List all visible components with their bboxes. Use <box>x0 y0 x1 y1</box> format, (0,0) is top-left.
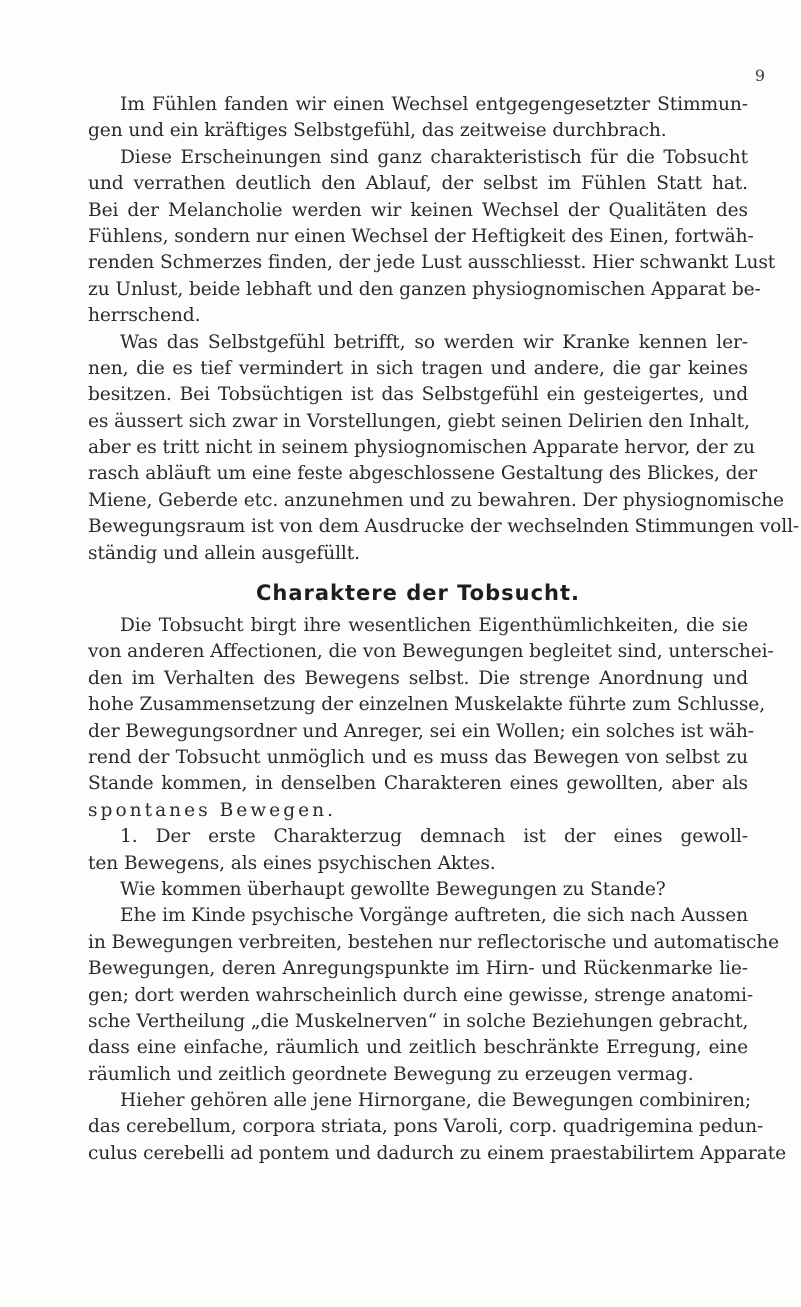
text-line: ten Bewegens, als eines psychischen Aktes. <box>88 852 496 874</box>
text-line: Im Fühlen fanden wir einen Wechsel entgegengesetzter Stimmun- <box>120 94 748 115</box>
text-line: aber es tritt nicht in seinem physiognomischen Apparate hervor, der zu <box>88 437 755 459</box>
text-line: Wie kommen überhaupt gewollte Bewegungen zu Stande? <box>120 878 666 900</box>
text-line: nen, die es tief vermindert in sich tragen und andere, die gar keines <box>88 357 748 379</box>
text-line: Hieher gehören alle jene Hirnorgane, die Bewegungen combiniren; <box>120 1090 752 1112</box>
section-heading: Charaktere der Tobsucht. <box>255 581 581 606</box>
text-line: Diese Erscheinungen sind ganz charakteristisch für die Tobsucht <box>120 146 748 168</box>
text-line: der Bewegungsordner und Anreger, sei ein Wollen; ein solches ist wäh- <box>88 720 754 742</box>
text-line: Bewegungen, deren Anregungspunkte im Hirn- und Rückenmarke lie- <box>88 958 748 980</box>
text-line: Bewegungsraum ist von dem Ausdrucke der wechselnden Stimmungen voll- <box>88 516 800 538</box>
text-line: herrschend. <box>88 305 201 327</box>
text-line: den im Verhalten des Bewegens selbst. Die strenge Anordnung und <box>88 667 748 689</box>
text-line: zu Unlust, beide lebhaft und den ganzen physiognomischen Apparat be- <box>88 278 761 300</box>
text-line: 1. Der erste Charakterzug demnach ist der eines gewoll- <box>120 826 748 848</box>
text-line: besitzen. Bei Tobsüchtigen ist das Selbstgefühl ein gesteigertes, und <box>88 384 748 406</box>
text-line: und verrathen deutlich den Ablauf, der selbst im Fühlen Statt hat. <box>88 173 748 195</box>
text-line: Fühlens, sondern nur einen Wechsel der Heftigkeit des Einen, fortwäh- <box>88 225 754 247</box>
text-line: Bei der Melancholie werden wir keinen Wechsel der Qualitäten des <box>88 199 748 221</box>
text-line: Miene, Geberde etc. anzunehmen und zu bewahren. Der physiognomische <box>88 489 784 511</box>
text-line: in Bewegungen verbreiten, bestehen nur reflectorische und automatische <box>88 931 780 953</box>
text-line: von anderen Affectionen, die von Bewegungen begleitet sind, unterschei- <box>88 641 774 663</box>
text-line: Die Tobsucht birgt ihre wesentlichen Eigenthümlichkeiten, die sie <box>120 615 748 637</box>
text-line: es äussert sich zwar in Vorstellungen, giebt seinen Delirien den Inhalt, <box>88 410 750 432</box>
text-line: hohe Zusammensetzung der einzelnen Muskelakte führte zum Schlusse, <box>88 694 766 716</box>
text-line: dass eine einfache, räumlich und zeitlich beschränkte Erregung, eine <box>88 1037 748 1059</box>
text-line: renden Schmerzes finden, der jede Lust ausschliesst. Hier schwankt Lust <box>88 252 776 274</box>
text-line: sche Vertheilung „die Muskelnerven“ in solche Beziehungen gebracht, <box>88 1010 749 1032</box>
text-line: rasch abläuft um eine feste abgeschlossene Gestaltung des Blickes, der <box>88 463 758 485</box>
page-number: 9 <box>754 66 765 85</box>
text-line: spontanes Bewegen. <box>88 799 336 821</box>
text-line: das cerebellum, corpora striata, pons Varoli, corp. quadrigemina pedun- <box>88 1116 764 1138</box>
text-line: räumlich und zeitlich geordnete Bewegung zu erzeugen vermag. <box>88 1063 694 1085</box>
text-line: Stande kommen, in denselben Charakteren eines gewollten, aber als <box>88 773 748 795</box>
text-line: rend der Tobsucht unmöglich und es muss das Bewegen von selbst zu <box>88 746 748 768</box>
text-line: gen und ein kräftiges Selbstgefühl, das zeitweise durchbrach. <box>88 120 667 142</box>
text-line: culus cerebelli ad pontem und dadurch zu einem praestabilirtem Apparate <box>88 1142 786 1164</box>
text-line: gen; dort werden wahrscheinlich durch eine gewisse, strenge anatomi- <box>88 984 754 1006</box>
text-line: ständig und allein ausgefüllt. <box>88 542 360 564</box>
text-line: Was das Selbstgefühl betrifft, so werden wir Kranke kennen ler- <box>120 331 748 353</box>
body-text <box>88 92 800 1167</box>
text-line: Ehe im Kinde psychische Vorgänge auftreten, die sich nach Aussen <box>120 905 748 927</box>
